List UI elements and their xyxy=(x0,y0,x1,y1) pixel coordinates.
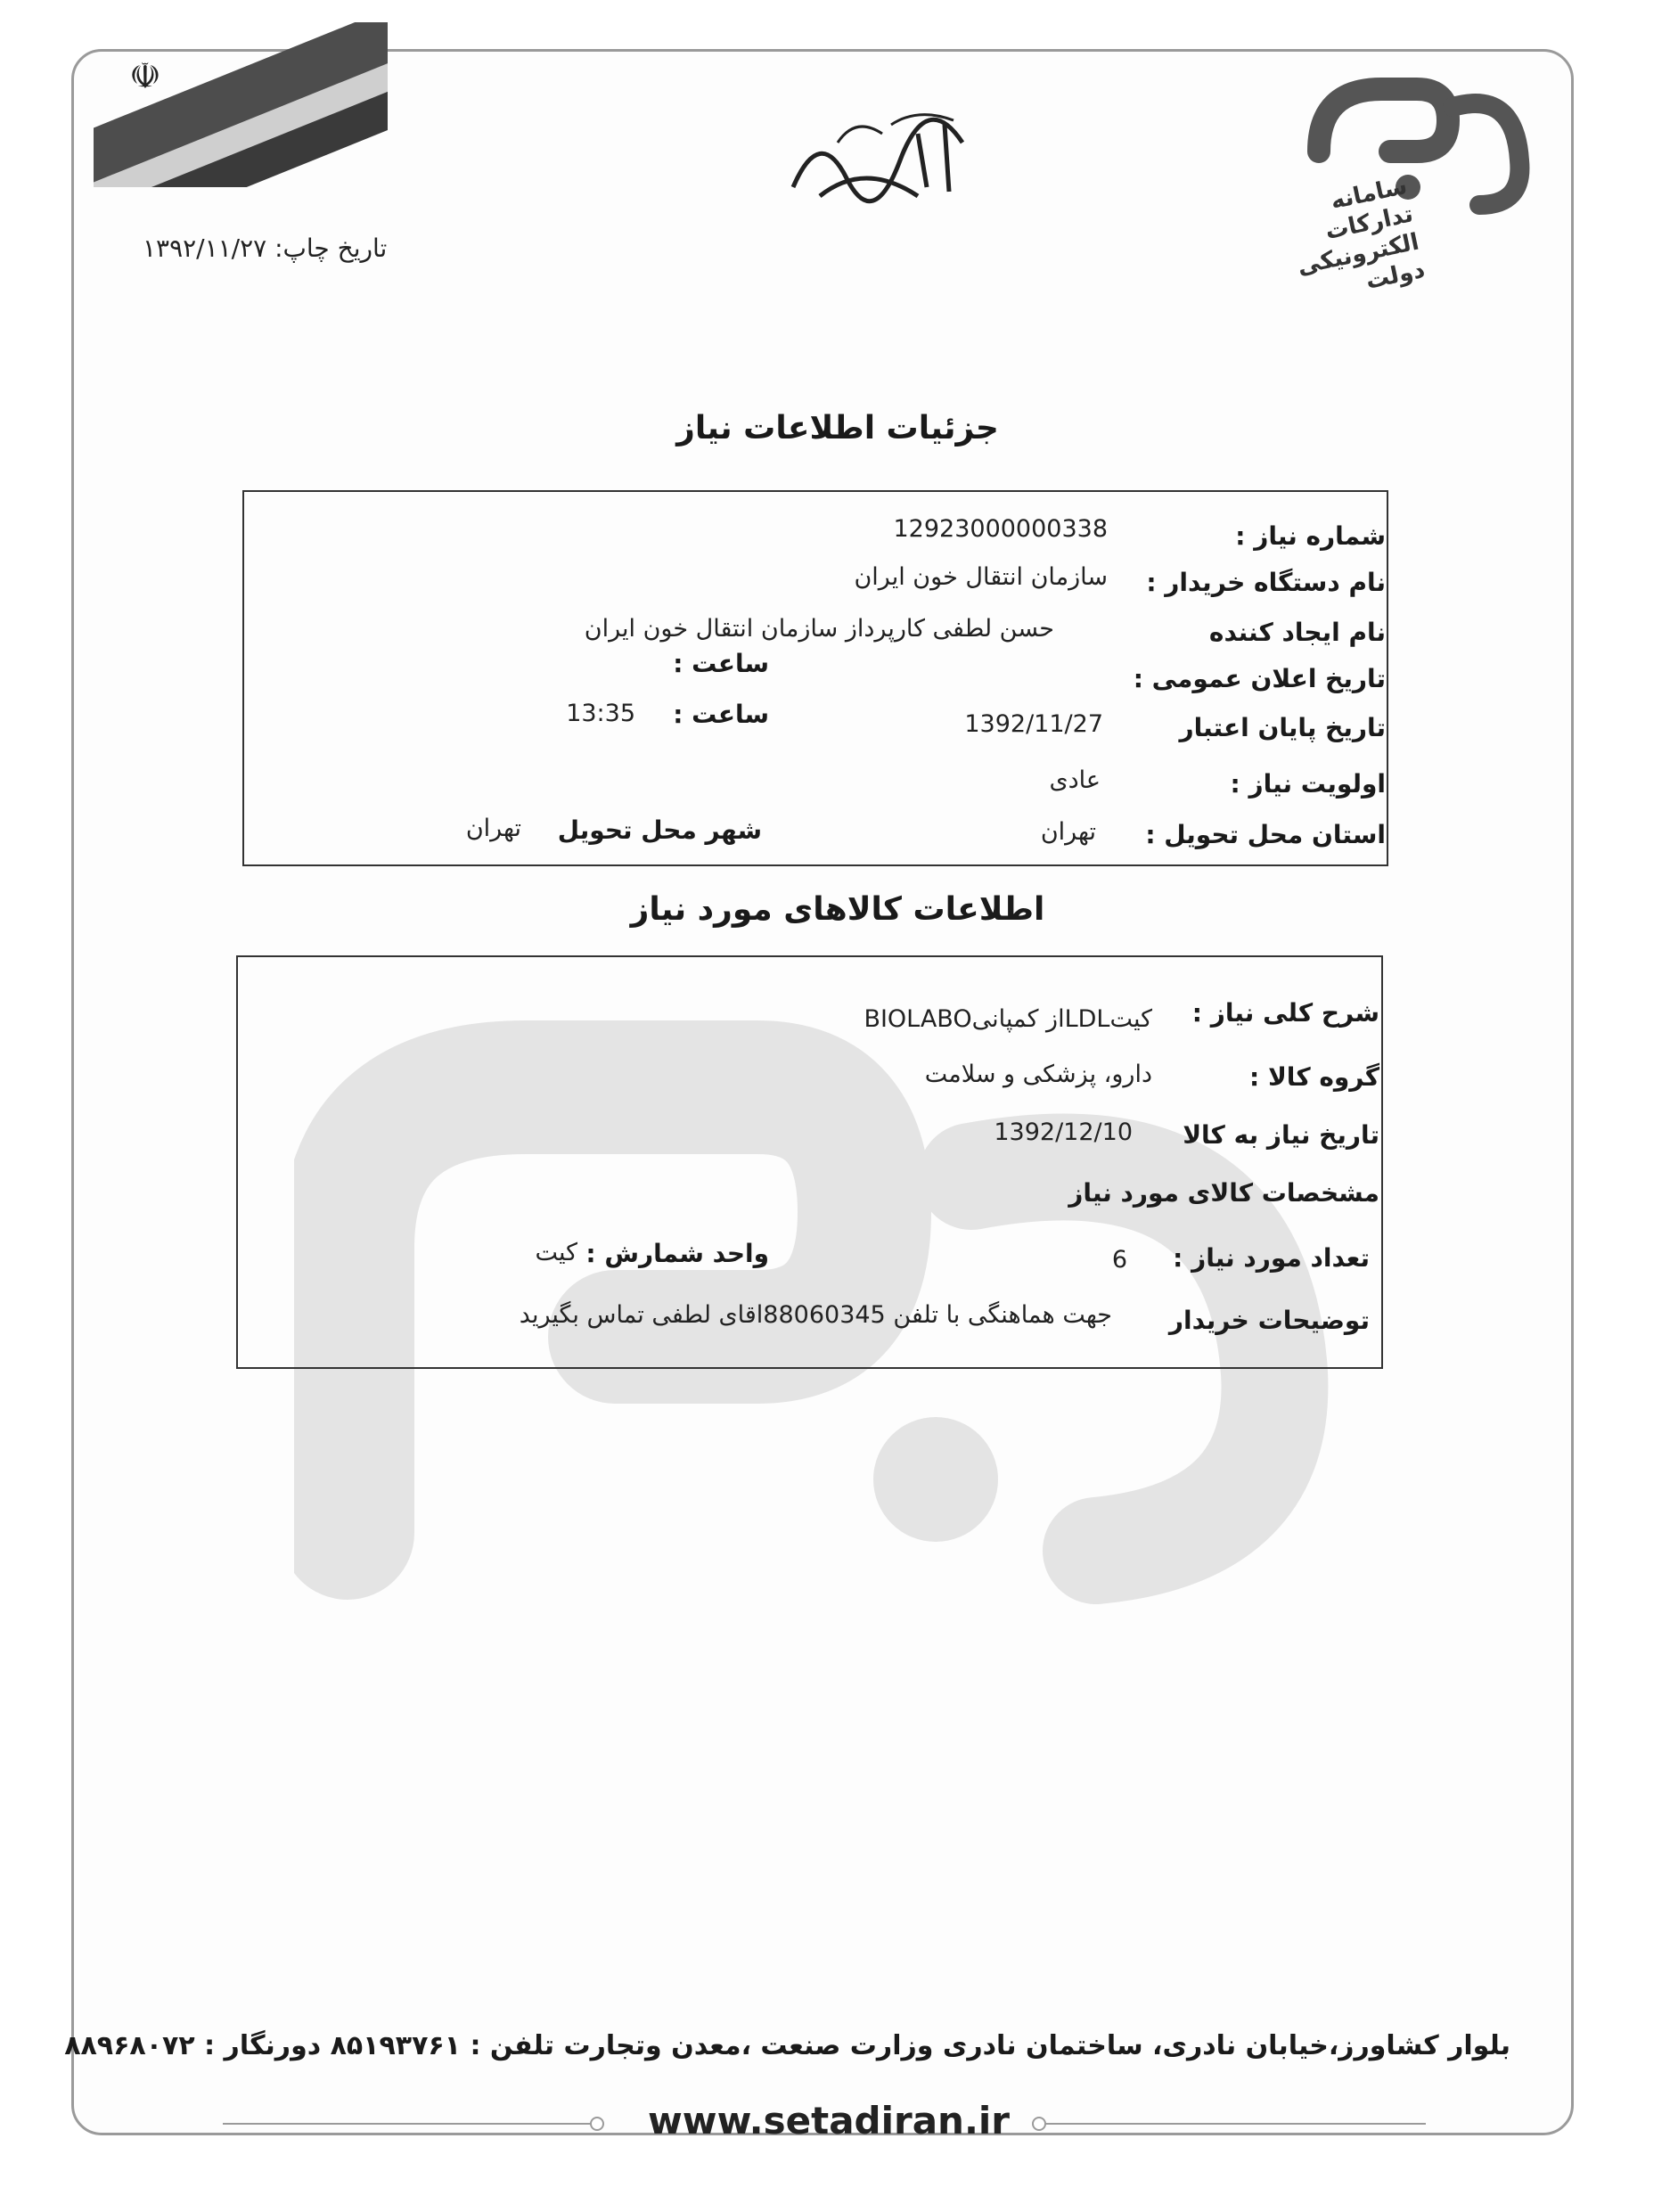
quantity-value: 6 xyxy=(1111,1246,1127,1274)
footer-dot-right-icon xyxy=(1032,2117,1046,2131)
description-label: شرح کلی نیاز : xyxy=(1191,998,1379,1028)
creator-value: حسن لطفی کارپرداز سازمان انتقال خون ایران xyxy=(584,615,1054,643)
section1-title: جزئیات اطلاعات نیاز xyxy=(676,410,999,446)
buyer-label: نام دستگاه خریدار : xyxy=(1146,568,1386,597)
quantity-label: تعداد مورد نیاز : xyxy=(1173,1243,1370,1273)
need-number-label: شماره نیاز : xyxy=(1235,521,1386,551)
unit-label: واحد شمارش : xyxy=(585,1239,769,1268)
footer-dot-left-icon xyxy=(590,2117,604,2131)
specs-label: مشخصات کالای مورد نیاز xyxy=(1068,1178,1379,1208)
buyer-notes-value: جهت هماهنگی با تلفن 88060345اقای لطفی تماس بگیرید xyxy=(519,1301,1112,1329)
expiry-time-value: 13:35 xyxy=(566,700,635,727)
bismillah-calligraphy xyxy=(784,107,998,214)
group-value: دارو، پزشکی و سلامت xyxy=(924,1061,1152,1088)
buyer-value: سازمان انتقال خون ایران xyxy=(854,563,1108,591)
footer-website[interactable]: www.setadiran.ir xyxy=(647,2099,1011,2142)
print-date: تاریخ چاپ: ۱۳۹۲/۱۱/۲۷ xyxy=(143,233,388,263)
expiry-date-label: تاریخ پایان اعتبار xyxy=(1179,713,1386,742)
buyer-notes-label: توضیحات خریدار xyxy=(1168,1306,1370,1335)
emblem-icon: ☫ xyxy=(129,56,161,97)
description-value: کیتLDLاز کمپانیBIOLABO xyxy=(864,1005,1152,1033)
announce-time-label: ساعت : xyxy=(673,649,769,678)
section2-title: اطلاعات کالاهای مورد نیاز xyxy=(630,891,1045,928)
iran-flag-emblem xyxy=(94,22,388,187)
priority-value: عادی xyxy=(1049,766,1101,794)
creator-label: نام ایجاد کننده xyxy=(1208,618,1386,647)
expiry-date-value: 1392/11/27 xyxy=(964,710,1103,738)
expiry-time-label: ساعت : xyxy=(673,700,769,729)
announce-date-label: تاریخ اعلان عمومی : xyxy=(1133,664,1386,693)
footer-address: بلوار کشاورز،خیابان نادری، ساختمان نادری وزارت صنعت ،معدن وتجارت تلفن : ۸۵۱۹۳۷۶۱ دورنگار : ۸۸۹۶۸۰۷۲ xyxy=(64,2030,1510,2061)
city-label: شهر محل تحویل xyxy=(557,815,762,845)
city-value: تهران xyxy=(465,815,521,842)
footer-line-left xyxy=(223,2123,597,2125)
logo-caption: سامانه تدارکات الکترونیکی دولت xyxy=(1295,172,1428,295)
province-value: تهران xyxy=(1040,818,1096,846)
footer-line-right xyxy=(1043,2123,1426,2125)
province-label: استان محل تحویل : xyxy=(1145,820,1386,849)
unit-value: کیت xyxy=(535,1239,577,1266)
need-date-value: 1392/12/10 xyxy=(994,1118,1133,1146)
need-date-label: تاریخ نیاز به کالا xyxy=(1183,1120,1379,1150)
group-label: گروه کالا : xyxy=(1249,1062,1379,1092)
priority-label: اولویت نیاز : xyxy=(1230,769,1386,799)
need-number-value: 12923000000338 xyxy=(893,515,1108,543)
